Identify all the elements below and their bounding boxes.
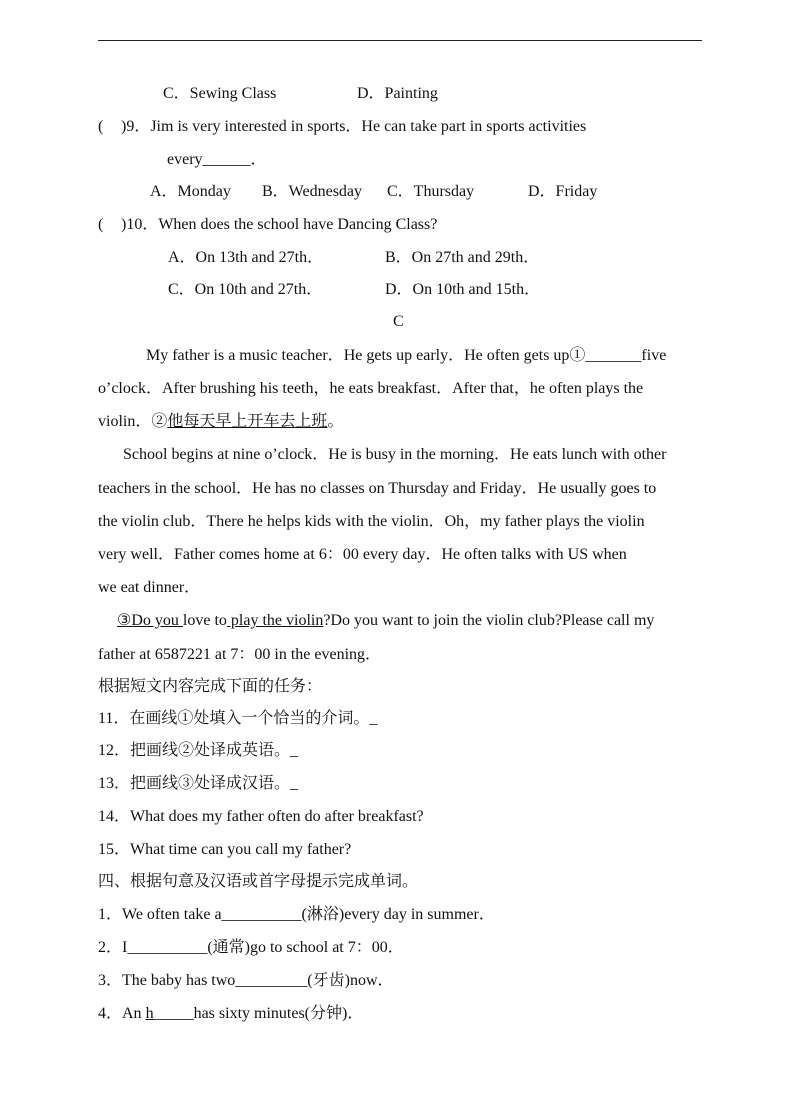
underlined-sentence-3-part1: ③Do you: [117, 612, 183, 629]
task-12: 12．把画线②处译成英语。_: [98, 742, 299, 759]
q10-text: )10．When does the school have Dancing Class?: [121, 216, 438, 233]
passage-p2-line3: the violin club．There he helps kids with the violin．Oh，my father plays the violin: [98, 513, 645, 530]
q9-paren: (: [98, 118, 104, 135]
task-13: 13．把画线③处译成汉语。_: [98, 775, 299, 792]
passage-p1-line1: My father is a music teacher．He gets up early．He often gets up①_______five: [146, 347, 667, 364]
passage-p2-line5: we eat dinner．: [98, 579, 201, 596]
q8-option-d: D．Painting: [357, 85, 438, 102]
passage-p2-line4: very well．Father comes home at 6：00 every day．He often talks with US when: [98, 546, 627, 563]
task-11: 11．在画线①处填入一个恰当的介词。_: [98, 710, 378, 727]
q9-option-b: B．Wednesday: [262, 183, 363, 200]
passage-p1-line3-end: 。: [327, 413, 344, 430]
underlined-sentence-3-part2: play the violin: [226, 612, 324, 629]
passage-p1-line2: o’clock．After brushing his teeth，he eats breakfast．After that，he often plays the: [98, 380, 644, 397]
q10-option-c: C．On 10th and 27th．: [168, 281, 323, 298]
passage-p3-line1-end: ?Do you want to join the violin club?Please call my: [323, 612, 655, 629]
q9-option-c: C．Thursday: [387, 183, 475, 200]
passage-p3-middle: love to: [182, 612, 227, 629]
q9-option-a: A．Monday: [150, 183, 231, 200]
q10-paren: (: [98, 216, 104, 233]
passage-p3-line1: [117, 610, 654, 632]
q9-option-d: D．Friday: [528, 183, 598, 200]
part4-heading: 四、根据句意及汉语或首字母提示完成单词。: [98, 873, 419, 890]
task-15: 15．What time can you call my father?: [98, 841, 352, 858]
passage-p1-line3-start: violin．②: [98, 413, 168, 430]
underlined-sentence-2: 他每天早上开车去上班: [167, 413, 328, 430]
section-c-heading: C: [393, 313, 404, 330]
q9-text: )9．Jim is very interested in sports．He can take part in sports activities: [121, 118, 587, 135]
q10-option-b: B．On 27th and 29th．: [385, 249, 540, 266]
part4-q3: 3．The baby has two_________(牙齿)now．: [98, 972, 394, 989]
part4-q4-end: _____has sixty minutes(分钟)．: [153, 1005, 364, 1022]
passage-p1-line3: [98, 411, 343, 433]
task-14: 14．What does my father often do after breakfast?: [98, 808, 424, 825]
tasks-intro: 根据短文内容完成下面的任务：: [98, 678, 323, 695]
q10-option-a: A．On 13th and 27th．: [168, 249, 324, 266]
part4-q4: [98, 1003, 363, 1025]
part4-q1: 1．We often take a__________(淋浴)every day in summer．: [98, 906, 495, 923]
part4-q4-start: 4．An: [98, 1005, 146, 1022]
passage-p3-line2: father at 6587221 at 7：00 in the evening．: [98, 646, 382, 663]
header-rule: [98, 40, 702, 41]
q10-option-d: D．On 10th and 15th．: [385, 281, 541, 298]
part4-q2: 2．I__________(通常)go to school at 7：00．: [98, 939, 404, 956]
passage-p2-line2: teachers in the school．He has no classes on Thursday and Friday．He usually goes to: [98, 480, 657, 497]
q9-text-cont: every______．: [167, 151, 267, 168]
q8-option-c: C．Sewing Class: [163, 85, 277, 102]
passage-p2-line1: School begins at nine o’clock．He is busy in the morning．He eats lunch with other: [123, 446, 667, 463]
part4-q4-hint-letter: h: [145, 1005, 154, 1022]
